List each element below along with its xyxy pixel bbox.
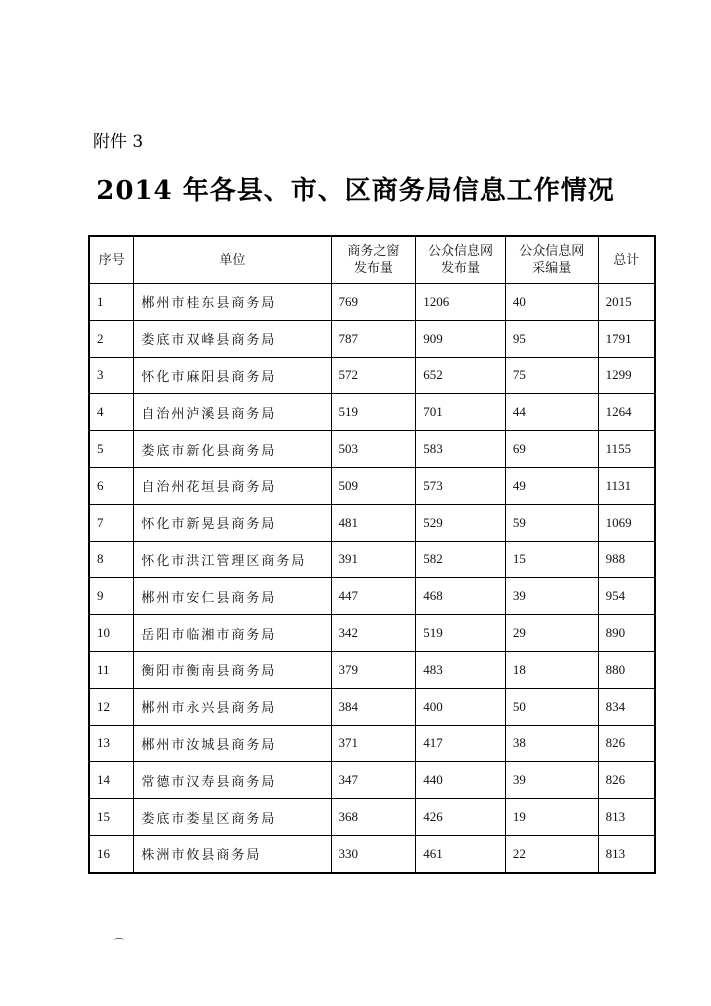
cell-shangwu-window-published: 769	[331, 284, 416, 321]
cell-index: 10	[89, 615, 134, 652]
cell-unit: 娄底市新化县商务局	[134, 431, 331, 468]
cell-public-info-published: 440	[416, 762, 506, 799]
cell-shangwu-window-published: 347	[331, 762, 416, 799]
cell-shangwu-window-published: 371	[331, 725, 416, 762]
cell-total: 1299	[598, 357, 655, 394]
cell-unit: 怀化市麻阳县商务局	[134, 357, 331, 394]
header-unit: 单位	[134, 236, 331, 284]
cell-unit: 郴州市桂东县商务局	[134, 284, 331, 321]
table-row	[89, 799, 655, 836]
header-public-info-edited	[505, 236, 598, 284]
cell-total: 1131	[598, 467, 655, 504]
cell-unit: 郴州市永兴县商务局	[134, 688, 331, 725]
cell-public-info-published: 573	[416, 467, 506, 504]
cell-index: 16	[89, 835, 134, 872]
cell-total: 880	[598, 651, 655, 688]
header-line: 公众信息网	[428, 244, 494, 259]
table-row	[89, 504, 655, 541]
cell-total: 2015	[598, 284, 655, 321]
cell-index: 2	[89, 320, 134, 357]
cell-public-info-published: 582	[416, 541, 506, 578]
cell-public-info-edited: 50	[505, 688, 598, 725]
page-mark: ⌒	[114, 939, 124, 950]
cell-shangwu-window-published: 481	[331, 504, 416, 541]
cell-total: 1155	[598, 431, 655, 468]
cell-index: 7	[89, 504, 134, 541]
table-row	[89, 578, 655, 615]
cell-shangwu-window-published: 509	[331, 467, 416, 504]
cell-public-info-published: 529	[416, 504, 506, 541]
header-shangwu-window-published	[331, 236, 416, 284]
header-line: 发布量	[353, 261, 393, 276]
cell-unit: 郴州市安仁县商务局	[134, 578, 331, 615]
cell-public-info-edited: 95	[505, 320, 598, 357]
cell-total: 826	[598, 762, 655, 799]
table-row	[89, 357, 655, 394]
cell-public-info-published: 519	[416, 615, 506, 652]
cell-public-info-edited: 39	[505, 762, 598, 799]
statistics-table	[88, 235, 656, 874]
cell-public-info-published: 483	[416, 651, 506, 688]
cell-unit: 娄底市娄星区商务局	[134, 799, 331, 836]
cell-public-info-edited: 19	[505, 799, 598, 836]
cell-shangwu-window-published: 342	[331, 615, 416, 652]
table-row	[89, 688, 655, 725]
cell-public-info-edited: 29	[505, 615, 598, 652]
cell-total: 834	[598, 688, 655, 725]
cell-shangwu-window-published: 787	[331, 320, 416, 357]
cell-public-info-published: 701	[416, 394, 506, 431]
cell-public-info-published: 426	[416, 799, 506, 836]
cell-index: 4	[89, 394, 134, 431]
cell-index: 5	[89, 431, 134, 468]
header-line: 发布量	[441, 261, 481, 276]
cell-public-info-edited: 40	[505, 284, 598, 321]
cell-public-info-edited: 15	[505, 541, 598, 578]
cell-total: 1791	[598, 320, 655, 357]
cell-shangwu-window-published: 379	[331, 651, 416, 688]
cell-index: 13	[89, 725, 134, 762]
cell-unit: 株洲市攸县商务局	[134, 835, 331, 872]
attachment-label: 附件 3	[93, 132, 144, 152]
cell-shangwu-window-published: 447	[331, 578, 416, 615]
table-row	[89, 320, 655, 357]
cell-shangwu-window-published: 368	[331, 799, 416, 836]
cell-total: 826	[598, 725, 655, 762]
cell-index: 1	[89, 284, 134, 321]
cell-index: 3	[89, 357, 134, 394]
cell-total: 890	[598, 615, 655, 652]
cell-shangwu-window-published: 391	[331, 541, 416, 578]
cell-public-info-edited: 44	[505, 394, 598, 431]
table-row	[89, 431, 655, 468]
cell-public-info-published: 1206	[416, 284, 506, 321]
cell-public-info-published: 400	[416, 688, 506, 725]
header-line: 公众信息网	[519, 244, 585, 259]
cell-index: 8	[89, 541, 134, 578]
cell-public-info-edited: 59	[505, 504, 598, 541]
header-total: 总计	[598, 236, 655, 284]
table-row	[89, 725, 655, 762]
cell-total: 1264	[598, 394, 655, 431]
table-row	[89, 615, 655, 652]
header-index: 序号	[89, 236, 134, 284]
cell-unit: 衡阳市衡南县商务局	[134, 651, 331, 688]
cell-public-info-edited: 18	[505, 651, 598, 688]
cell-total: 988	[598, 541, 655, 578]
cell-public-info-edited: 69	[505, 431, 598, 468]
cell-total: 813	[598, 835, 655, 872]
cell-total: 954	[598, 578, 655, 615]
cell-unit: 自治州花垣县商务局	[134, 467, 331, 504]
table-row	[89, 835, 655, 872]
cell-public-info-published: 417	[416, 725, 506, 762]
cell-index: 12	[89, 688, 134, 725]
cell-index: 14	[89, 762, 134, 799]
cell-public-info-edited: 75	[505, 357, 598, 394]
table-row	[89, 651, 655, 688]
cell-shangwu-window-published: 384	[331, 688, 416, 725]
cell-shangwu-window-published: 519	[331, 394, 416, 431]
cell-public-info-published: 583	[416, 431, 506, 468]
header-public-info-published	[416, 236, 506, 284]
cell-public-info-published: 461	[416, 835, 506, 872]
document-title: 2014 年各县、市、区商务局信息工作情况	[96, 176, 615, 206]
table-row	[89, 762, 655, 799]
cell-public-info-edited: 38	[505, 725, 598, 762]
cell-public-info-edited: 22	[505, 835, 598, 872]
cell-public-info-published: 652	[416, 357, 506, 394]
cell-unit: 岳阳市临湘市商务局	[134, 615, 331, 652]
table-header-row	[89, 236, 655, 284]
header-line: 商务之窗	[347, 244, 400, 259]
cell-shangwu-window-published: 330	[331, 835, 416, 872]
cell-total: 1069	[598, 504, 655, 541]
cell-public-info-published: 909	[416, 320, 506, 357]
cell-shangwu-window-published: 572	[331, 357, 416, 394]
cell-public-info-published: 468	[416, 578, 506, 615]
cell-unit: 怀化市洪江管理区商务局	[134, 541, 331, 578]
cell-public-info-edited: 39	[505, 578, 598, 615]
cell-total: 813	[598, 799, 655, 836]
cell-unit: 常德市汉寿县商务局	[134, 762, 331, 799]
cell-shangwu-window-published: 503	[331, 431, 416, 468]
table-row	[89, 394, 655, 431]
cell-index: 11	[89, 651, 134, 688]
cell-unit: 自治州泸溪县商务局	[134, 394, 331, 431]
cell-public-info-edited: 49	[505, 467, 598, 504]
cell-unit: 郴州市汝城县商务局	[134, 725, 331, 762]
header-line: 采编量	[532, 261, 572, 276]
table-row	[89, 284, 655, 321]
table-row	[89, 541, 655, 578]
cell-unit: 怀化市新晃县商务局	[134, 504, 331, 541]
cell-unit: 娄底市双峰县商务局	[134, 320, 331, 357]
cell-index: 9	[89, 578, 134, 615]
cell-index: 6	[89, 467, 134, 504]
cell-index: 15	[89, 799, 134, 836]
table-row	[89, 467, 655, 504]
